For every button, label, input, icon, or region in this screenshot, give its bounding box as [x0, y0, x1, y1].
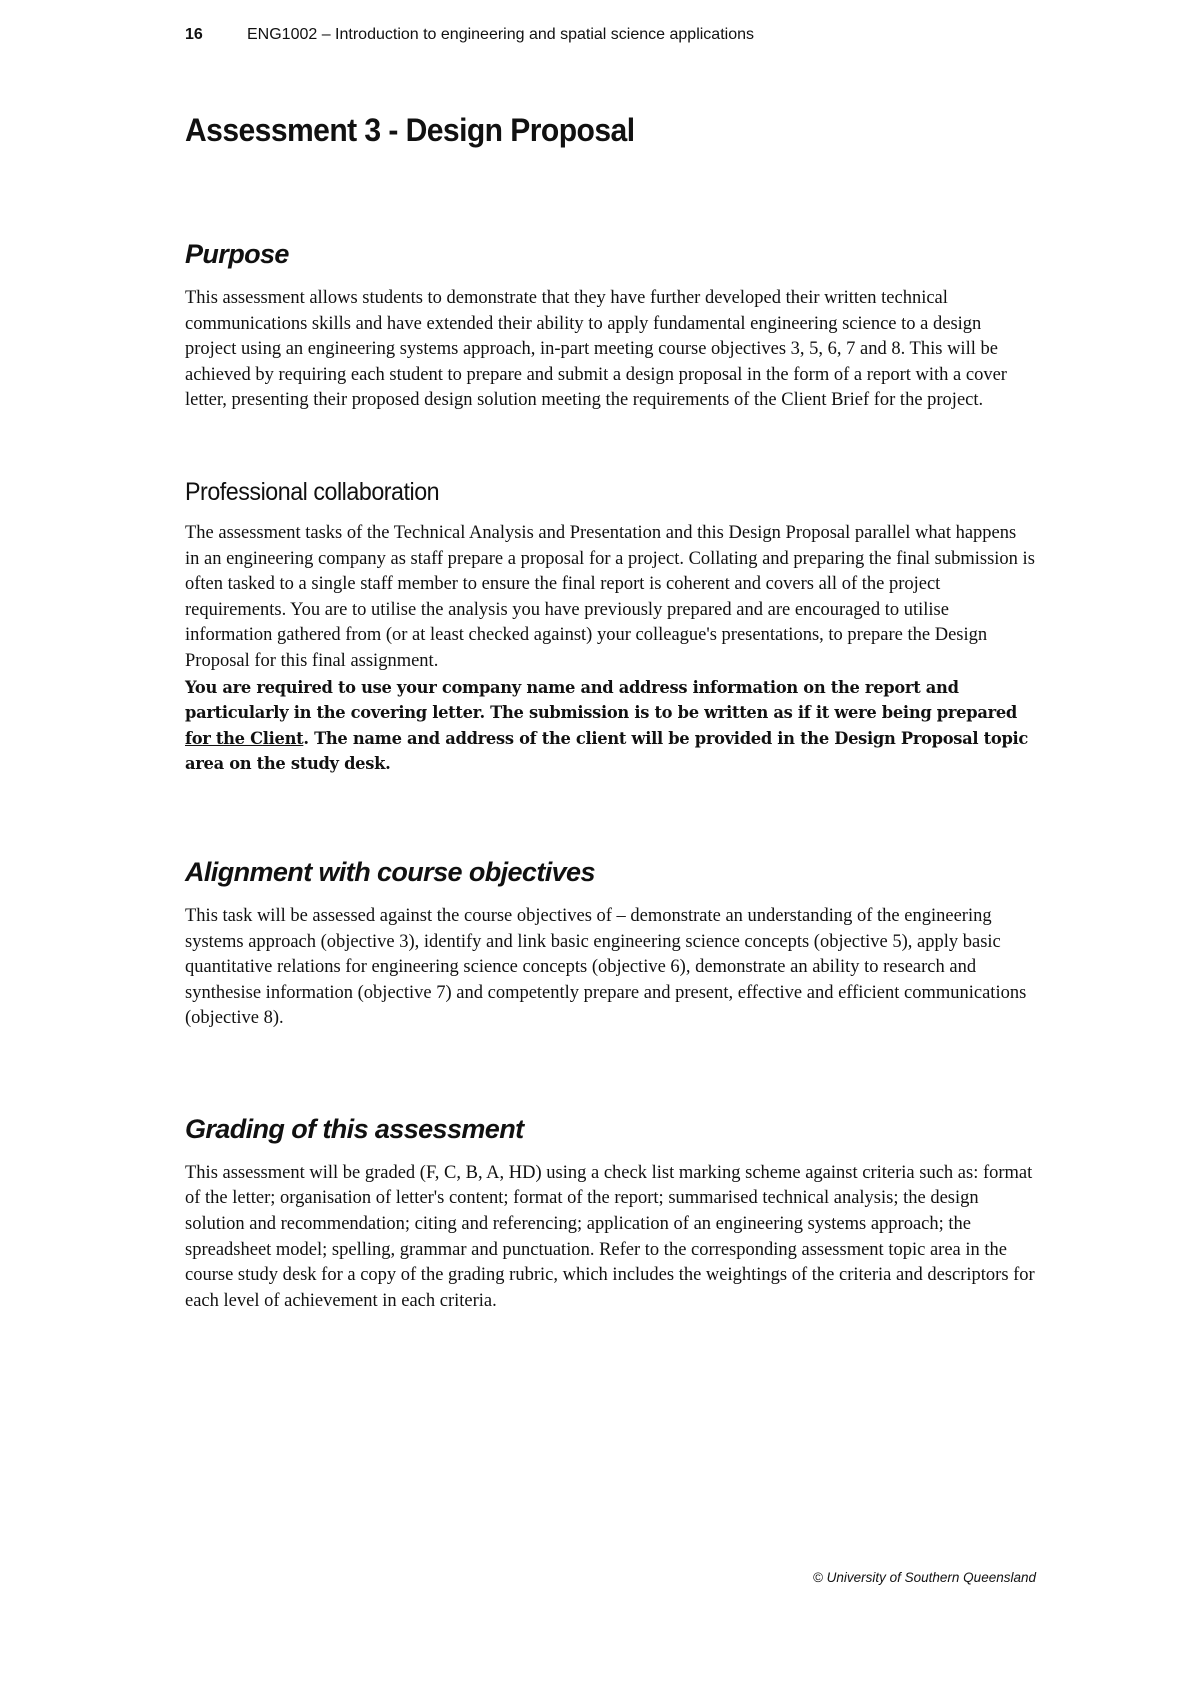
- collaboration-section: [185, 478, 1035, 777]
- page-number: 16: [185, 26, 203, 43]
- purpose-heading: Purpose: [185, 239, 289, 269]
- instructions-part2: . The name and address of the client will be provided in the Design Proposal topic area on the study desk.: [185, 728, 1029, 774]
- course-title: ENG1002 – Introduction to engineering and spatial science applications: [247, 26, 754, 43]
- purpose-paragraph: This assessment allows students to demonstrate that they have further developed their written technical communications skills and have extended their ability to apply fundamental engineering science to a design project using an engineering systems approach, in-part meeting course objectives 3, 5, 6, 7 and 8. This will be achieved by requiring each student to prepare and submit a design proposal in the form of a report with a cover letter, presenting their proposed design solution meeting the requirements of the Client Brief for the project.: [185, 288, 1007, 411]
- page-title: Assessment 3 - Design Proposal: [185, 112, 635, 148]
- alignment-heading: Alignment with course objectives: [185, 856, 595, 887]
- for-the-client-underlined: for the Client: [185, 728, 304, 748]
- purpose-section: [185, 239, 1035, 414]
- grading-paragraph: This assessment will be graded (F, C, B, A, HD) using a check list marking scheme against criteria such as: format of the letter; organisation of letter's content; format of the report; summarised technical analysis; the design solution and recommendation; citing and referencing; application of an engineering systems approach; the spreadsheet model; spelling, grammar and punctuation. Refer to the corresponding assessment topic area in the course study desk for a copy of the grading rubric, which includes the weightings of the criteria and descriptors for each level of achievement in each criteria.: [185, 1162, 1035, 1311]
- copyright-footer: © University of Southern Queensland: [812, 1570, 1036, 1585]
- collaboration-paragraph: The assessment tasks of the Technical Analysis and Presentation and this Design Proposal parallel what happens in an engineering company as staff prepare a proposal for a project. Collating and preparing the final submission is often tasked to a single staff member to ensure the final report is coherent and covers all of the project requirements. You are to utilise the analysis you have previously prepared and are encouraged to utilise information gathered from (or at least checked against) your colleague's presentations, to prepare the Design Proposal for this final assignment.: [185, 522, 1035, 671]
- running-header: [185, 26, 1085, 44]
- grading-section: [185, 1114, 1035, 1315]
- alignment-section: [185, 857, 1035, 1032]
- main-content: [185, 112, 1035, 1314]
- collaboration-heading: Professional collaboration: [185, 477, 440, 506]
- company-instructions: [185, 675, 1035, 777]
- instructions-part1: You are required to use your company name and address information on the report and particularly in the covering letter. The submission is to be written as if it were being prepared: [185, 677, 1017, 723]
- alignment-paragraph: This task will be assessed against the course objectives of – demonstrate an understanding of the engineering systems approach (objective 3), identify and link basic engineering science concepts (objective 5), apply basic quantitative relations for engineering science concepts (objective 6), demonstrate an ability to research and synthesise information (objective 7) and competently prepare and present, effective and efficient communications (objective 8).: [185, 905, 1027, 1029]
- grading-heading: Grading of this assessment: [185, 1113, 524, 1144]
